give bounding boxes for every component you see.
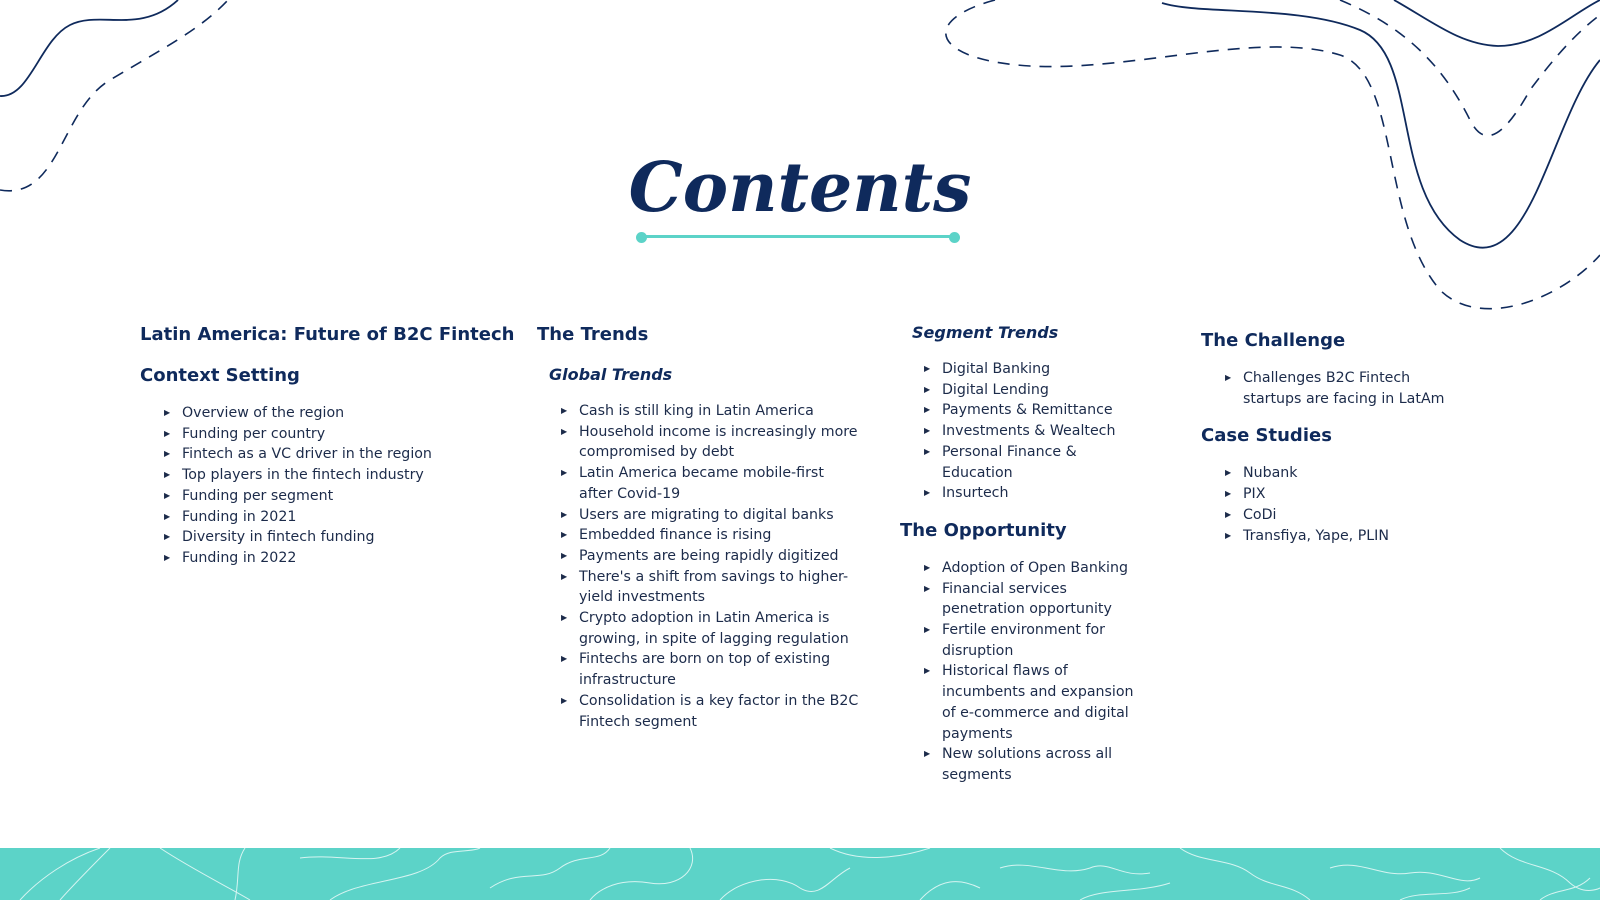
list-item: ▶ Consolidation is a key factor in the B2C Fintech segment <box>561 692 859 730</box>
list-item: ▶ Funding in 2022 <box>164 549 297 566</box>
list-item: ▶ Transfiya, Yape, PLIN <box>1225 527 1389 544</box>
list-item: ▶ PIX <box>1225 486 1266 503</box>
list-item: ▶ Digital Banking <box>924 361 1051 377</box>
footer-band <box>0 848 1600 900</box>
list-item: ▶ Fintech as a VC driver in the region <box>164 446 432 463</box>
list-item: ▶ Historical flaws of incumbents and expansion of e-commerce and digital payments <box>924 663 1134 742</box>
list-item: ▶ Cash is still king in Latin America <box>561 403 814 419</box>
list-item: ▶ Funding per country <box>164 425 326 442</box>
list-item: ▶ Fintechs are born on top of existing infrastructure <box>561 651 831 689</box>
list-item: ▶ Latin America became mobile-first after Covid-19 <box>561 465 824 502</box>
list-item: ▶ Top players in the fintech industry <box>164 467 424 484</box>
global-trends-list <box>561 401 859 732</box>
list-item: ▶ Payments & Remittance <box>924 402 1113 419</box>
section-heading-the-trends: The Trends <box>537 324 649 345</box>
list-item: ▶ Embedded finance is rising <box>561 527 772 544</box>
subheading-segment-trends: Segment Trends <box>912 323 1059 342</box>
section-heading-context-setting: Context Setting <box>140 365 300 386</box>
challenge-list <box>1225 368 1458 409</box>
list-item: ▶ Nubank <box>1225 465 1298 482</box>
section-heading-the-opportunity: The Opportunity <box>900 519 1067 541</box>
opportunity-list <box>924 558 1142 786</box>
list-item: ▶ New solutions across all segments <box>924 746 1113 783</box>
column-trends <box>537 324 859 732</box>
column-challenge-cases <box>1201 330 1458 546</box>
list-item: ▶ Investments & Wealtech <box>924 423 1116 440</box>
segment-trends-list <box>924 359 1142 504</box>
list-item: ▶ Adoption of Open Banking <box>924 559 1128 576</box>
list-item: ▶ Insurtech <box>924 485 1009 502</box>
column-segments-opportunity <box>900 323 1142 786</box>
list-item: ▶ Overview of the region <box>164 405 345 421</box>
list-item: ▶ Funding per segment <box>164 487 334 504</box>
list-item: ▶ Funding in 2021 <box>164 508 297 525</box>
list-item: ▶ There's a shift from savings to higher-yield investments <box>561 568 849 606</box>
subheading-global-trends: Global Trends <box>549 365 673 384</box>
section-heading-case-studies: Case Studies <box>1201 425 1332 447</box>
list-item: ▶ Diversity in fintech funding <box>164 529 375 546</box>
list-item: ▶ CoDi <box>1225 506 1277 523</box>
page-title: Contents <box>628 148 972 228</box>
section-heading-latin-america: Latin America: Future of B2C Fintech <box>140 324 515 345</box>
list-item: ▶ Personal Finance & Education <box>924 443 1077 481</box>
list-item: ▶ Household income is increasingly more compromised by debt <box>561 423 858 461</box>
list-item: ▶ Financial services penetration opportunity <box>924 580 1112 618</box>
list-item: ▶ Challenges B2C Fintech startups are facing in LatAm <box>1225 370 1445 407</box>
list-item: ▶ Payments are being rapidly digitized <box>561 547 839 564</box>
list-item: ▶ Digital Lending <box>924 381 1049 398</box>
section-heading-the-challenge: The Challenge <box>1201 330 1346 351</box>
list-item: ▶ Crypto adoption in Latin America is growing, in spite of lagging regulation <box>561 610 849 647</box>
column-context <box>140 324 514 569</box>
list-item: ▶ Fertile environment for disruption <box>924 622 1106 659</box>
case-studies-list <box>1225 463 1458 546</box>
context-setting-list <box>164 403 514 569</box>
footer-topographic-pattern <box>0 848 1600 900</box>
title-underline-dot-right <box>949 232 960 243</box>
list-item: ▶ Users are migrating to digital banks <box>561 506 834 523</box>
title-underline <box>641 235 955 238</box>
